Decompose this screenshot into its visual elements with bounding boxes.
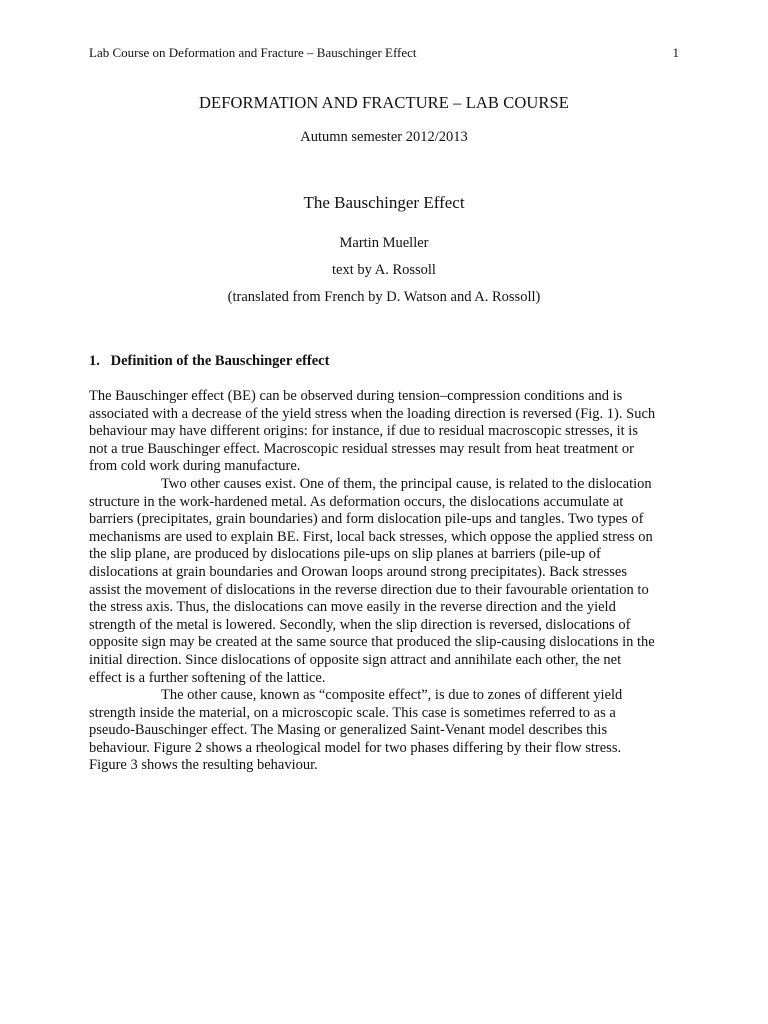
text-line: Two other causes exist. One of them, the principal cause, is related to the dislocation [161,475,652,492]
text-line: behaviour. Figure 2 shows a rheological model for two phases differing by their flow stress. [89,739,622,756]
text-line: from cold work during manufacture. [89,458,301,475]
text-line: the stress axis. Thus, the dislocations can move easily in the reverse direction and the yield [89,599,616,616]
text-line: strength of the metal is lowered. Secondly, when the slip direction is reversed, dislocations of [89,616,631,633]
translation-credit: (translated from French by D. Watson and A. Rossoll) [227,289,541,305]
body-text [89,388,689,775]
text-line: the slip plane, are produced by dislocations pile-ups on slip planes at barriers (pile-up of [89,546,601,563]
section-title: Definition of the Bauschinger effect [110,353,330,369]
text-line: The other cause, known as “composite effect”, is due to zones of different yield [161,687,623,704]
text-line: initial direction. Since dislocations of opposite sign attract and annihilate each other, the net [89,651,622,668]
text-line: structure in the work-hardened metal. As deformation occurs, the dislocations accumulate at [89,493,624,510]
text-line: assist the movement of dislocations in the reverse direction due to their favourable orientation to [89,581,649,598]
paragraph-3 [89,687,689,775]
text-line: strength inside the material, on a microscopic scale. This case is sometimes referred to as a [89,704,616,721]
paragraph-2 [89,476,689,687]
text-line: pseudo-Bauschinger effect. The Masing or generalized Saint-Venant model describes this [89,722,608,739]
page-number: 1 [672,45,679,60]
section-heading [89,353,329,370]
text-line: associated with a decrease of the yield stress when the loading direction is reversed (Fig. 1). Such [89,405,656,422]
text-line: barriers (precipitates, grain boundaries) and form dislocation pile-ups and tangles. Two types of [89,511,644,528]
section-number: 1. [89,353,100,369]
text-credit: text by A. Rossoll [332,262,436,278]
semester-line: Autumn semester 2012/2013 [300,129,468,145]
text-line: Figure 3 shows the resulting behaviour. [89,757,318,774]
text-line: dislocations at grain boundaries and Orowan loops around strong precipitates). Back stresses [89,563,627,580]
running-header [89,45,679,61]
text-line: opposite sign may be created at the same source that produced the slip-causing dislocations in the [89,634,655,651]
text-line: effect is a further softening of the lattice. [89,669,326,686]
running-title: Lab Course on Deformation and Fracture – Bauschinger Effect [89,45,417,60]
course-title: DEFORMATION AND FRACTURE – LAB COURSE [199,93,569,112]
text-line: The Bauschinger effect (BE) can be observed during tension–compression conditions and is [89,388,623,404]
article-title: The Bauschinger Effect [303,193,465,212]
text-line: mechanisms are used to explain BE. First, local back stresses, which oppose the applied stress on [89,528,653,545]
text-line: behaviour may have different origins: for instance, if due to residual macroscopic stresses, it is [89,423,638,440]
text-line: not a true Bauschinger effect. Macroscopic residual stresses may result from heat treatment or [89,440,634,457]
author-name: Martin Mueller [339,235,429,251]
paragraph-1 [89,388,689,476]
